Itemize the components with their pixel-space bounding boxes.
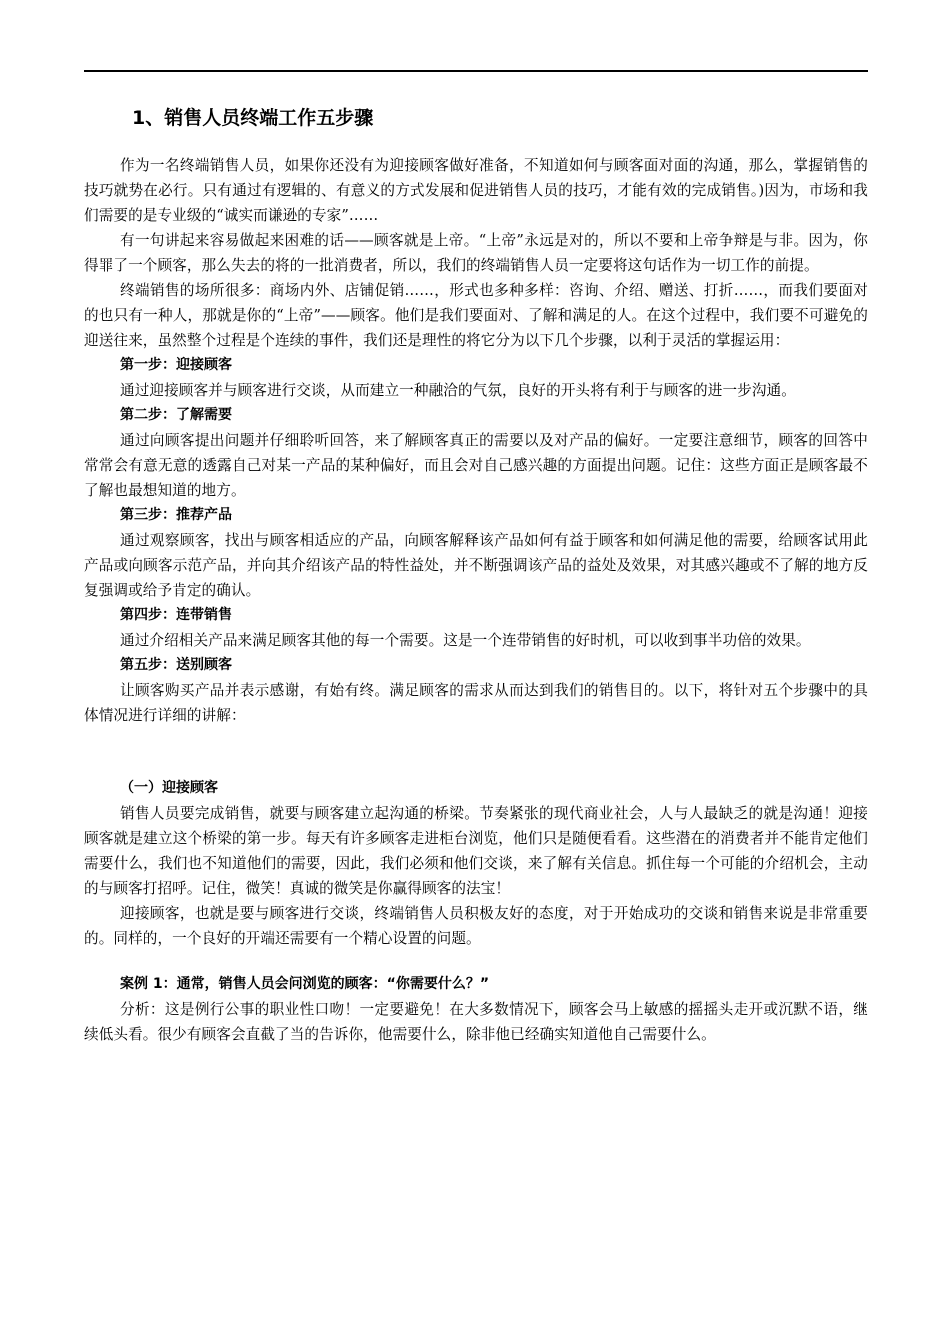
step-paragraph: 通过介绍相关产品来满足顾客其他的每一个需要。这是一个连带销售的好时机，可以收到事半功倍的效果。 bbox=[120, 632, 811, 649]
step-paragraph: 通过观察顾客，找出与顾客相适应的产品，向顾客解释该产品如何有益于顾客和如何满足他的需要，给顾客试用此产品或向顾客示范产品，并向其介绍该产品的特性益处，并不断强调该产品的益处及效果，对其感兴趣或不了解的地方反复强调或给予肯定的确认。 bbox=[84, 532, 868, 599]
step-heading: 第二步：了解需要 bbox=[120, 407, 232, 423]
case-heading: 案例 1：通常，销售人员会问浏览的顾客：“你需要什么？” bbox=[120, 976, 490, 992]
intro-paragraph: 作为一名终端销售人员，如果你还没有为迎接顾客做好准备，不知道如何与顾客面对面的沟通，那么，掌握销售的技巧就势在必行。只有通过有逻辑的、有意义的方式发展和促进销售人员的技巧，才能有效的完成销售。)因为，市场和我们需要的是专业级的“诚实而谦逊的专家”…… bbox=[84, 157, 868, 224]
step-paragraph: 让顾客购买产品并表示感谢，有始有终。满足顾客的需求从而达到我们的销售目的。以下，将针对五个步骤中的具体情况进行详细的讲解： bbox=[84, 682, 868, 724]
step-heading: 第一步：迎接顾客 bbox=[120, 357, 232, 373]
section-paragraph: 迎接顾客，也就是要与顾客进行交谈，终端销售人员积极友好的态度，对于开始成功的交谈和销售来说是非常重要的。同样的，一个良好的开端还需要有一个精心设置的问题。 bbox=[84, 905, 868, 947]
step-paragraph: 通过向顾客提出问题并仔细聆听回答，来了解顾客真正的需要以及对产品的偏好。一定要注意细节，顾客的回答中常常会有意无意的透露自己对某一产品的某种偏好，而且会对自己感兴趣的方面提出问题。记住：这些方面正是顾客最不了解也最想知道的地方。 bbox=[84, 432, 868, 499]
intro-paragraph: 终端销售的场所很多：商场内外、店铺促销……，形式也多种多样：咨询、介绍、赠送、打折……，而我们要面对的也只有一种人，那就是你的“上帝”——顾客。他们是我们要面对、了解和满足的人。在这个过程中，我们要不可避免的迎送往来，虽然整个过程是个连续的事件，我们还是理性的将它分为以下几个步骤，以利于灵活的掌握运用： bbox=[84, 282, 868, 349]
step-heading: 第五步：送别顾客 bbox=[120, 657, 232, 673]
case-analysis-paragraph: 分析：这是例行公事的职业性口吻！一定要避免！在大多数情况下，顾客会马上敏感的摇摇头走开或沉默不语，继续低头看。很少有顾客会直截了当的告诉你，他需要什么，除非他已经确实知道他自己需要什么。 bbox=[84, 1001, 868, 1043]
document-page bbox=[84, 0, 868, 1344]
section-heading: （一）迎接顾客 bbox=[120, 780, 218, 796]
section-paragraph: 销售人员要完成销售，就要与顾客建立起沟通的桥梁。节奏紧张的现代商业社会，人与人最缺乏的就是沟通！迎接顾客就是建立这个桥梁的第一步。每天有许多顾客走进柜台浏览，他们只是随便看看。这些潜在的消费者并不能肯定他们需要什么，我们也不知道他们的需要，因此，我们必须和他们交谈，来了解有关信息。抓住每一个可能的介绍机会，主动的与顾客打招呼。记住，微笑！真诚的微笑是你赢得顾客的法宝！ bbox=[84, 805, 868, 897]
intro-paragraph: 有一句讲起来容易做起来困难的话——顾客就是上帝。“上帝”永远是对的，所以不要和上帝争辩是与非。因为，你得罪了一个顾客，那么失去的将的一批消费者，所以，我们的终端销售人员一定要将这句话作为一切工作的前提。 bbox=[84, 232, 868, 274]
header-rule bbox=[84, 70, 868, 72]
document-title: 1、销售人员终端工作五步骤 bbox=[132, 107, 374, 129]
step-heading: 第三步：推荐产品 bbox=[120, 507, 232, 523]
step-paragraph: 通过迎接顾客并与顾客进行交谈，从而建立一种融洽的气氛，良好的开头将有利于与顾客的进一步沟通。 bbox=[120, 382, 796, 399]
document-body bbox=[84, 103, 868, 1047]
step-heading: 第四步：连带销售 bbox=[120, 607, 232, 623]
